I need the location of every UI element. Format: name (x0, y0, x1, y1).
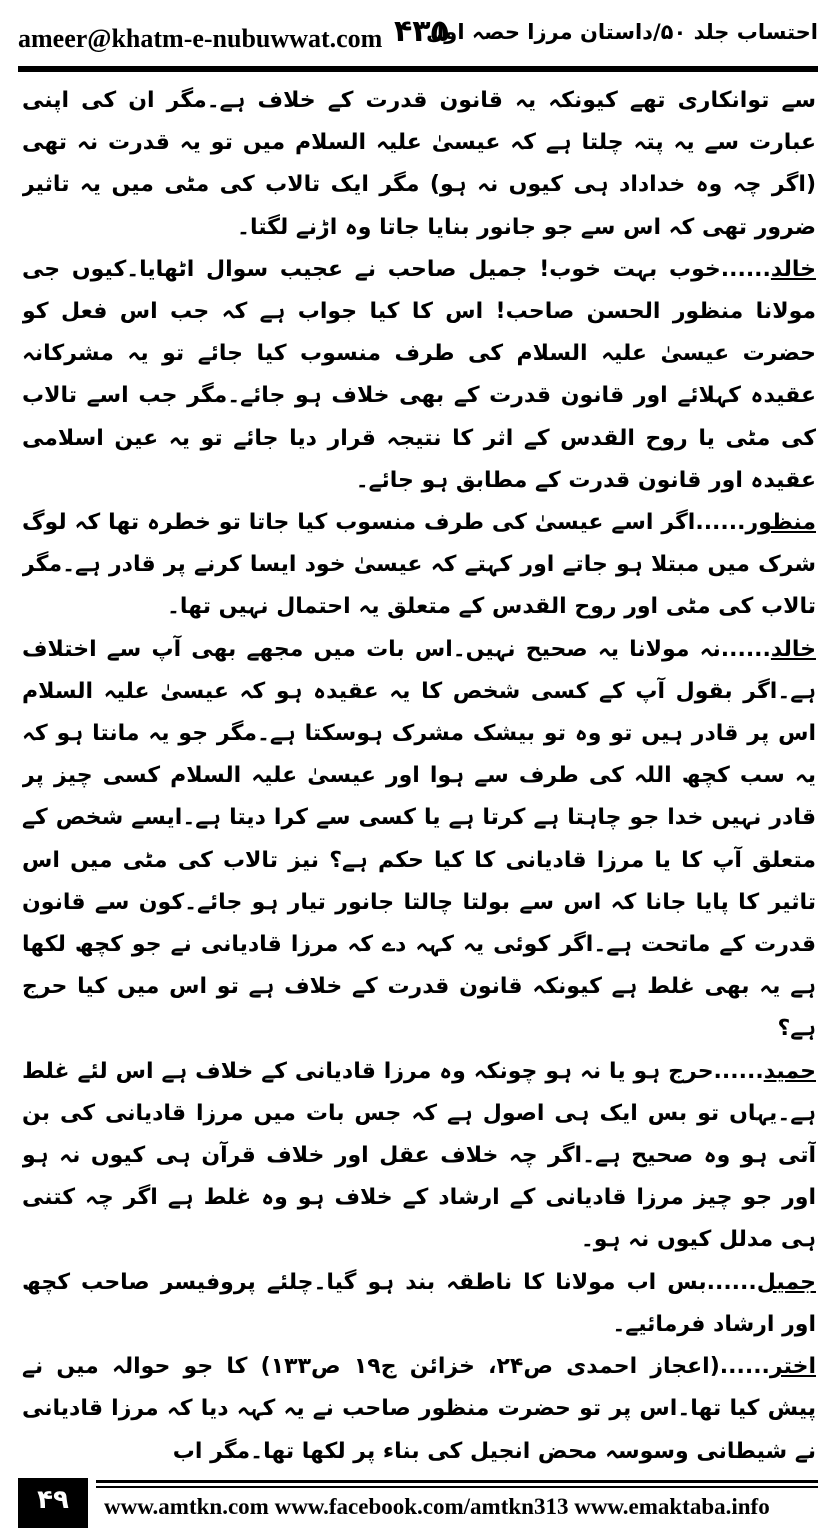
paragraph-7 (22, 1346, 816, 1465)
page-body (22, 80, 816, 1465)
paragraph-text: ......حرج ہو یا نہ ہو چونکہ وہ مرزا قادیانی کے خلاف ہے اس لئے غلط ہے۔یہاں تو بس ایک ہی اصول ہے کہ جس بات میں مرزا قادیانی کی بن آتی ہو وہ صحیح ہے۔اگر چہ خلاف عقل اور خلاف قرآن ہی کیوں نہ ہو اور جو چیز مرزا قادیانی کے ارشاد کے خلاف ہو وہ غلط ہے اگر چہ کتنی ہی مدلل کیوں نہ ہو۔ (22, 1058, 816, 1253)
paragraph-4 (22, 629, 816, 1051)
footer-page-badge: ۴۹ (18, 1478, 88, 1528)
paragraph-2 (22, 249, 816, 502)
speaker-name: اختر (769, 1354, 816, 1380)
speaker-name: جمیل (756, 1269, 816, 1295)
paragraph-text: ......خوب بہت خوب! جمیل صاحب نے عجیب سوال اٹھایا۔کیوں جی مولانا منظور الحسن صاحب! اس کا کیا جواب ہے کہ جب اس فعل کو حضرت عیسیٰ علیہ السلام کی طرف منسوب کیا جائے تو یہ مشرکانہ عقیدہ کہلائے اور قانون قدرت کے بھی خلاف ہو جائے۔مگر جب اسے تالاب کی مٹی یا روح القدس کے اثر کا نتیجہ قرار دیا جائے تو یہ عین اسلامی عقیدہ اور قانون قدرت کے مطابق ہو جائے۔ (22, 256, 816, 493)
header-rule (18, 66, 818, 72)
header-email: ameer@khatm-e-nubuwwat.com (18, 24, 383, 53)
paragraph-1 (22, 80, 816, 249)
page-header (18, 14, 818, 64)
page-footer (18, 1478, 818, 1528)
paragraph-text: ......بس اب مولانا کا ناطقہ بند ہو گیا۔چلئے پروفیسر صاحب کچھ اور ارشاد فرمائیے۔ (22, 1269, 816, 1337)
speaker-name: منظور (745, 510, 816, 536)
speaker-name: خالد (770, 636, 816, 662)
speaker-name: خالد (770, 256, 816, 282)
paragraph-5 (22, 1051, 816, 1262)
header-page-number: ۴۳۵ (394, 14, 449, 49)
paragraph-text: ......(اعجاز احمدی ص۲۴، خزائن ج۱۹ ص۱۳۳) کا جو حوالہ میں نے پیش کیا تھا۔اس پر تو حضرت منظور صاحب نے یہ کہہ دیا کہ مرزا قادیانی نے شیطانی وسوسہ محض انجیل کی بناء پر لکھا تھا۔مگر اب (22, 1354, 816, 1464)
paragraph-3 (22, 502, 816, 629)
paragraph-text: ......نہ مولانا یہ صحیح نہیں۔اس بات میں مجھے بھی آپ سے اختلاف ہے۔اگر بقول آپ کے کسی شخص کا یہ عقیدہ ہو کہ عیسیٰ علیہ السلام اس پر قادر ہیں تو وہ تو بیشک مشرک ہوسکتا ہے۔مگر جو یہ مانتا ہو کہ یہ سب کچھ اللہ کی طرف سے ہوا اور عیسیٰ علیہ السلام کسی چیز پر قادر نہیں خدا جو چاہتا ہے کرتا ہے یا کسی سے کرا دیتا ہے۔ایسے شخص کے متعلق آپ کا یا مرزا قادیانی کا کیا حکم ہے؟ نیز تالاب کی مٹی میں اس تاثیر کا پایا جانا کہ اس سے بولتا چالتا جانور تیار ہو جائے۔کون سے قانون قدرت کے ماتحت ہے۔اگر کوئی یہ کہہ دے کہ مرزا قادیانی نے جو کچھ لکھا ہے یہ بھی غلط ہے کیونکہ قانون قدرت کے خلاف ہے تو اس میں کیا حرج ہے؟ (22, 636, 816, 1042)
footer-rule-thin (96, 1486, 818, 1488)
paragraph-6 (22, 1262, 816, 1346)
footer-rule (96, 1480, 818, 1483)
footer-links: www.amtkn.com www.facebook.com/amtkn313 www.emaktaba.info (104, 1494, 770, 1519)
header-book-title: احتساب جلد ۵۰/داستان مرزا حصہ اول (426, 20, 818, 44)
paragraph-text: سے توانکاری تھے کیونکہ یہ قانون قدرت کے خلاف ہے۔مگر ان کی اپنی عبارت سے یہ پتہ چلتا ہے کہ عیسیٰ علیہ السلام میں تو یہ قدرت نہ تھی (اگر چہ وہ خداداد ہی کیوں نہ ہو) مگر ایک تالاب کی مٹی میں یہ تاثیر ضرور تھی کہ اس سے جو جانور بنایا جاتا وہ اڑنے لگتا۔ (22, 88, 816, 240)
speaker-name: حمید (763, 1058, 816, 1084)
paragraph-text: ......اگر اسے عیسیٰ کی طرف منسوب کیا جاتا تو خطرہ تھا کہ لوگ شرک میں مبتلا ہو جاتے اور کہتے کہ عیسیٰ خود ایسا کرنے پر قادر ہے۔مگر تالاب کی مٹی اور روح القدس کے متعلق یہ احتمال نہیں تھا۔ (22, 510, 816, 620)
